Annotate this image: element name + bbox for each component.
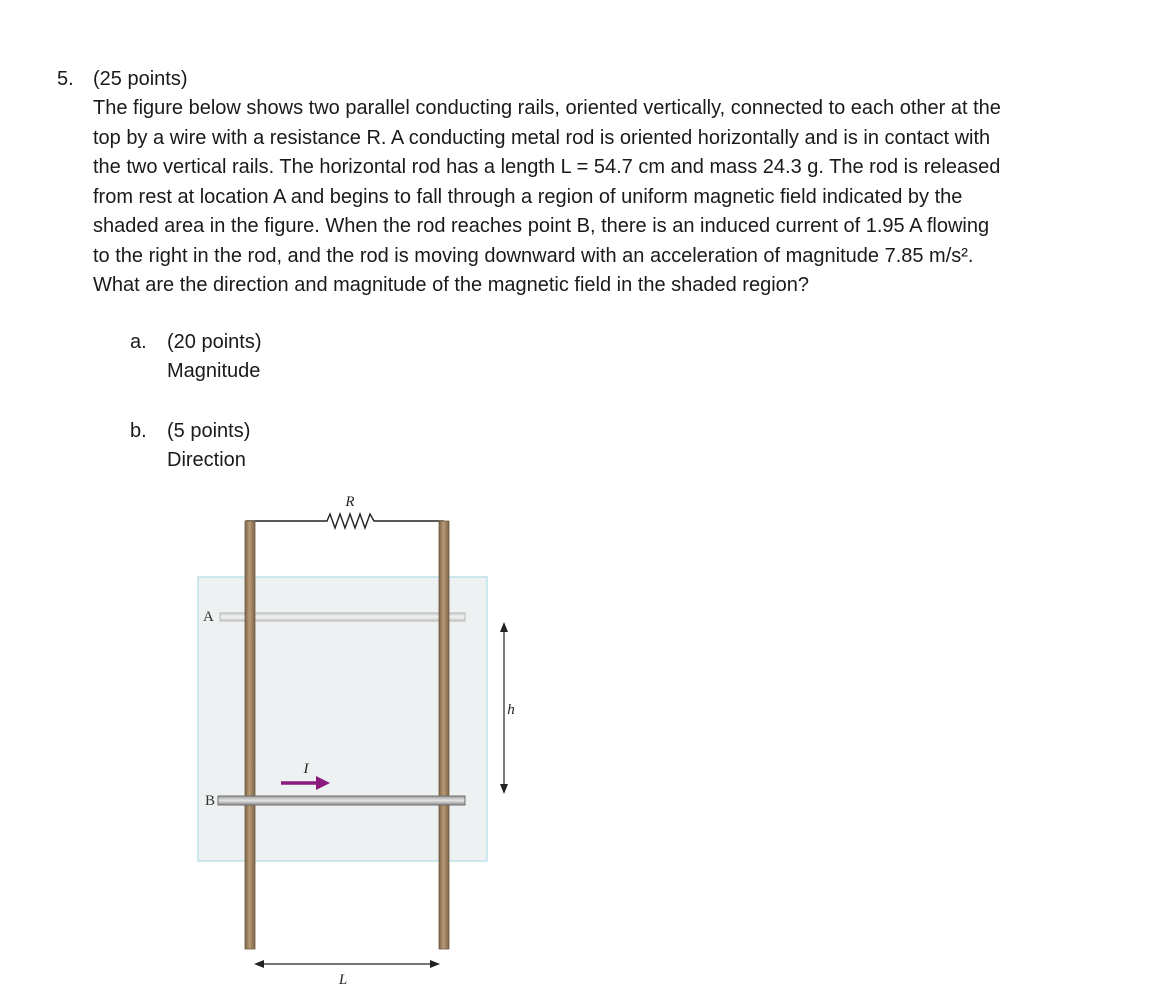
height-arrow-down (500, 784, 508, 794)
part-a-letter: a. (130, 331, 147, 353)
current-label: I (303, 761, 309, 777)
question-number: 5. (57, 68, 74, 90)
left-rail (245, 521, 255, 949)
part-b-letter: b. (130, 420, 147, 442)
part-a-label: Magnitude (167, 360, 261, 382)
question-body-line: the two vertical rails. The horizontal rod has a length L = 54.7 cm and mass 24.3 g. The rod is released (93, 156, 1001, 178)
length-label: L (338, 972, 348, 988)
height-label: h (507, 702, 515, 718)
question-body-line: What are the direction and magnitude of the magnetic field in the shaded region? (93, 274, 810, 296)
rod-b (218, 796, 465, 805)
question-points: (25 points) (93, 68, 188, 90)
resistor-label: R (345, 494, 355, 510)
part-a-points: (20 points) (167, 331, 262, 353)
length-arrow-left (254, 960, 264, 968)
right-rail (439, 521, 449, 949)
question-body-line: top by a wire with a resistance R. A conducting metal rod is oriented horizontally and is in contact with (93, 126, 991, 149)
point-a-label: A (203, 609, 214, 625)
question-body-line: The figure below shows two parallel conducting rails, oriented vertically, connected to each other at the (93, 97, 1001, 119)
point-b-label: B (205, 793, 216, 809)
question-body-line: to the right in the rod, and the rod is moving downward with an acceleration of magnitude 7.85 m/s². (93, 244, 974, 267)
top-wire (246, 514, 444, 528)
rod-a (220, 613, 465, 621)
question-body-line: from rest at location A and begins to fall through a region of uniform magnetic field indicated by the (93, 185, 963, 208)
part-b-points: (5 points) (167, 420, 251, 442)
question-body-line: shaded area in the figure. When the rod reaches point B, there is an induced current of 1.95 A flowing (93, 215, 990, 237)
height-arrow-up (500, 622, 508, 632)
part-b-label: Direction (167, 449, 246, 471)
length-arrow-right (430, 960, 440, 968)
